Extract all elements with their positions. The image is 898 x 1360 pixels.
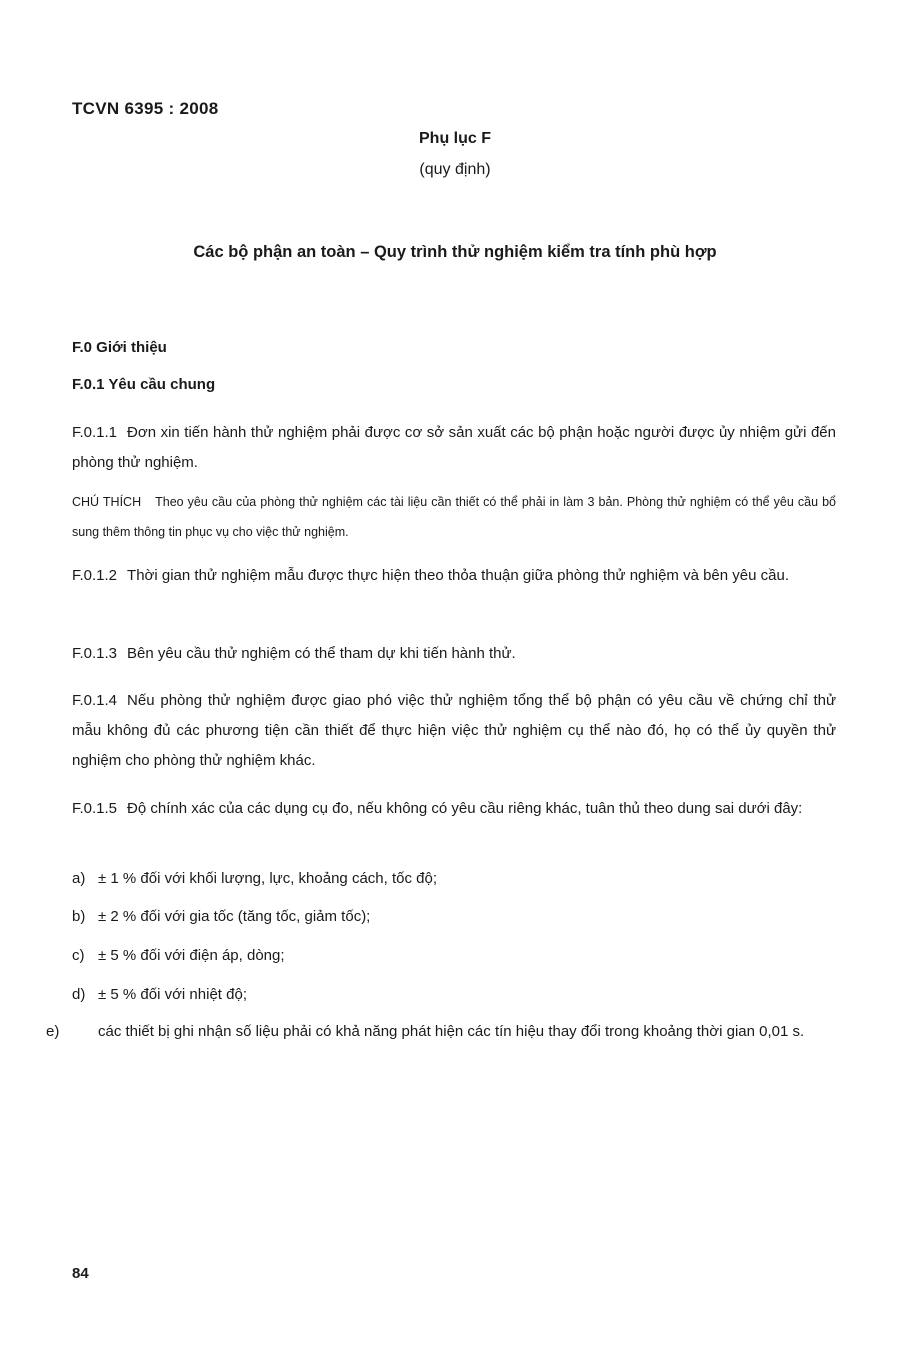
list-item-a [72, 863, 836, 895]
note-block [72, 487, 836, 547]
list-item-c [72, 940, 836, 972]
clause-text: Nếu phòng thử nghiệm được giao phó việc thử nghiệm tổng thể bộ phận có yêu cầu về chứng chỉ thử mẫu không đủ các phương tiện cần thiết để thực hiện việc thử nghiệm cụ thể nào đó, họ có thể ủy quyền thử nghiệm cho phòng thử nghiệm khác. [72, 692, 836, 769]
list-text: ± 5 % đối với nhiệt độ; [98, 986, 247, 1003]
list-label: d) [72, 986, 86, 1003]
list-label: b) [72, 908, 86, 925]
paragraph-f012 [72, 561, 836, 591]
list-item-d [72, 979, 836, 1011]
note-label: CHÚ THÍCH [72, 495, 142, 509]
clause-number: F.0.1.1 [72, 424, 118, 441]
clause-text: Độ chính xác của các dụng cụ đo, nếu không có yêu cầu riêng khác, tuân thủ theo dung sai dưới đây: [127, 800, 803, 817]
clause-text: Thời gian thử nghiệm mẫu được thực hiện theo thỏa thuận giữa phòng thử nghiệm và bên yêu cầu. [127, 567, 789, 584]
list-label: c) [72, 947, 85, 964]
clause-text: Bên yêu cầu thử nghiệm có thể tham dự khi tiến hành thử. [127, 645, 516, 662]
list-text: ± 1 % đối với khối lượng, lực, khoảng cách, tốc độ; [98, 870, 437, 887]
standard-header: TCVN 6395 : 2008 [72, 99, 219, 118]
clause-number: F.0.1.3 [72, 645, 118, 662]
annex-heading: Các bộ phận an toàn – Quy trình thử nghiệm kiểm tra tính phù hợp [193, 243, 717, 261]
list-text: ± 5 % đối với điện áp, dòng; [98, 947, 285, 964]
paragraph-f011 [72, 418, 836, 478]
page-number: 84 [72, 1265, 89, 1282]
note-text: Theo yêu cầu của phòng thử nghiệm các tài liệu cần thiết có thể phải in làm 3 bản. Phòng thử nghiệm có thể yêu cầu bổ sung thêm thông tin phục vụ cho việc thử nghiệm. [72, 495, 836, 539]
annex-title: Phụ lục F [419, 130, 491, 147]
clause-text: Đơn xin tiến hành thử nghiệm phải được cơ sở sản xuất các bộ phận hoặc người được ủy nhiệm gửi đến phòng thử nghiệm. [72, 424, 836, 471]
paragraph-f014 [72, 686, 836, 776]
list-label: a) [72, 870, 86, 887]
list-item-e [46, 1016, 862, 1048]
list-label: e) [46, 1023, 60, 1040]
annex-type: (quy định) [419, 161, 491, 178]
paragraph-f013 [72, 639, 836, 669]
clause-number: F.0.1.2 [72, 567, 118, 584]
section-heading-f0: F.0 Giới thiệu [72, 339, 167, 356]
paragraph-f015 [72, 794, 836, 824]
list-item-b [72, 901, 836, 933]
section-heading-f01: F.0.1 Yêu cầu chung [72, 376, 216, 393]
list-text: các thiết bị ghi nhận số liệu phải có khả năng phát hiện các tín hiệu thay đổi trong khoảng thời gian 0,01 s. [98, 1023, 805, 1040]
list-text: ± 2 % đối với gia tốc (tăng tốc, giảm tốc); [98, 908, 371, 925]
clause-number: F.0.1.5 [72, 800, 118, 817]
clause-number: F.0.1.4 [72, 692, 118, 709]
